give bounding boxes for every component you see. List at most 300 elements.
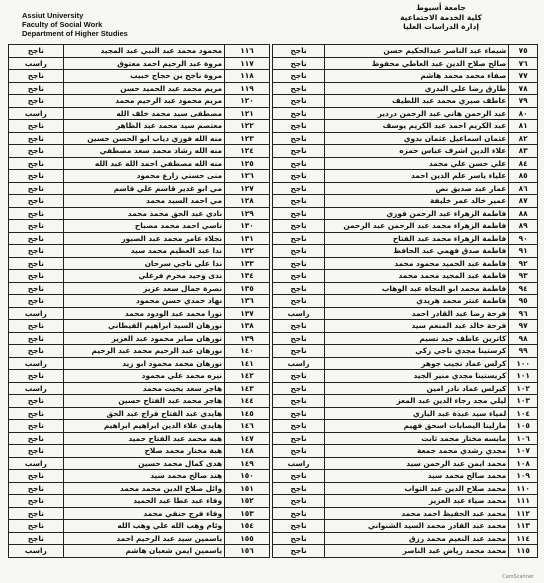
result-status: ناجح <box>273 132 325 145</box>
table-row <box>9 482 270 495</box>
student-name: نيره محمد علي محمود <box>63 370 224 383</box>
table-row <box>273 382 538 395</box>
row-number: ٧٥ <box>509 45 538 58</box>
student-name: فاطمة الزهراء عبد الرحمن فوزي <box>325 207 509 220</box>
table-row <box>273 470 538 483</box>
result-status: راسب <box>9 457 64 470</box>
table-row <box>9 170 270 183</box>
result-status: ناجح <box>9 70 64 83</box>
result-status: ناجح <box>9 270 64 283</box>
student-name: محمد عبد النعيم محمد رزق <box>325 532 509 545</box>
table-row <box>273 245 538 258</box>
student-name: مريم محمد عبد الحميد حسن <box>63 82 224 95</box>
student-name: هدى كمال محمد حسين <box>63 457 224 470</box>
table-row <box>9 257 270 270</box>
table-row <box>273 532 538 545</box>
row-number: ١٤٧ <box>225 432 270 445</box>
result-status: راسب <box>9 57 64 70</box>
table-row <box>273 370 538 383</box>
table-row <box>273 82 538 95</box>
row-number: ٨٠ <box>509 107 538 120</box>
result-status: ناجح <box>273 207 325 220</box>
table-row <box>9 120 270 133</box>
row-number: ١٤٦ <box>225 420 270 433</box>
student-name: لمياء سيد عبدة عبد الباري <box>325 407 509 420</box>
row-number: ١٣٣ <box>225 257 270 270</box>
result-status: ناجح <box>273 220 325 233</box>
result-status: ناجح <box>273 495 325 508</box>
table-row <box>9 70 270 83</box>
student-name: هبه محمد عبد الفتاح حميد <box>63 432 224 445</box>
student-name: وفاء فرج حنفي محمد <box>63 507 224 520</box>
result-status: ناجح <box>273 145 325 158</box>
row-number: ١٣١ <box>225 232 270 245</box>
result-status: ناجح <box>9 245 64 258</box>
row-number: ١٢٩ <box>225 207 270 220</box>
table-row <box>9 157 270 170</box>
table-row <box>273 295 538 308</box>
table-row <box>9 395 270 408</box>
student-name: كرلس عماد نجيب جوهر <box>325 357 509 370</box>
row-number: ٩٣ <box>509 270 538 283</box>
student-name: فاطمة عنتر محمد هريدي <box>325 295 509 308</box>
table-row <box>9 107 270 120</box>
faculty-name: Faculty of Social Work <box>22 20 103 29</box>
student-name: منه الله مصطفي احمد الله عبد الله <box>63 157 224 170</box>
row-number: ١٤٣ <box>225 382 270 395</box>
student-name: نورهان عبد الرحيم محمد عبد الرحيم <box>63 345 224 358</box>
student-name: ندا عبد العظيم محمد سيد <box>63 245 224 258</box>
row-number: ١٠٧ <box>509 445 538 458</box>
row-number: ١١٦ <box>225 45 270 58</box>
table-row <box>9 345 270 358</box>
row-number: ١٢٣ <box>225 132 270 145</box>
table-row <box>9 182 270 195</box>
row-number: ٩٧ <box>509 320 538 333</box>
result-status: ناجح <box>273 345 325 358</box>
row-number: ١٠٤ <box>509 407 538 420</box>
result-status: ناجح <box>9 470 64 483</box>
row-number: ١٠٩ <box>509 470 538 483</box>
student-name: فاطمة الزهراء محمد عبد الرحمن عبد الرحمن <box>325 220 509 233</box>
table-row <box>9 232 270 245</box>
table-row <box>273 145 538 158</box>
result-status: ناجح <box>9 320 64 333</box>
table-row <box>273 57 538 70</box>
row-number: ١٤٤ <box>225 395 270 408</box>
row-number: ١٢١ <box>225 107 270 120</box>
row-number: ٩٠ <box>509 232 538 245</box>
student-name: مريم محمود عبد الرحيم محمد <box>63 95 224 108</box>
result-status: ناجح <box>9 420 64 433</box>
result-status: راسب <box>9 382 64 395</box>
row-number: ٨٣ <box>509 145 538 158</box>
table-row <box>273 420 538 433</box>
table-row <box>273 207 538 220</box>
student-name: ناسي احمد محمد مصباح <box>63 220 224 233</box>
result-status: ناجح <box>9 207 64 220</box>
result-status: ناجح <box>273 257 325 270</box>
result-status: ناجح <box>273 232 325 245</box>
row-number: ١٢٥ <box>225 157 270 170</box>
student-name: ندى وحيد محرم فرغلي <box>63 270 224 283</box>
result-status: ناجح <box>273 107 325 120</box>
student-name: محمد صلاح الدين عبد التواب <box>325 482 509 495</box>
header-arabic <box>366 3 516 32</box>
table-row <box>273 282 538 295</box>
student-name: فاطمة عبد المجيد محمد محمد <box>325 270 509 283</box>
student-name: علي حسن علي محمد <box>325 157 509 170</box>
row-number: ١٢٠ <box>225 95 270 108</box>
row-number: ١٥١ <box>225 482 270 495</box>
row-number: ١١١ <box>509 495 538 508</box>
result-status: ناجح <box>9 82 64 95</box>
result-status: ناجح <box>9 345 64 358</box>
table-row <box>273 407 538 420</box>
table-row <box>9 282 270 295</box>
result-status: ناجح <box>9 45 64 58</box>
row-number: ١٥٤ <box>225 520 270 533</box>
table-row <box>273 232 538 245</box>
row-number: ١٤٢ <box>225 370 270 383</box>
student-name: محمد عبد القادر محمد السيد الشنواني <box>325 520 509 533</box>
row-number: ١٠١ <box>509 370 538 383</box>
table-row <box>273 182 538 195</box>
table-row <box>273 195 538 208</box>
row-number: ١٤١ <box>225 357 270 370</box>
result-status: ناجح <box>273 95 325 108</box>
row-number: ١١٥ <box>509 545 538 558</box>
student-name: ياسمين ايمن شعبان هاشم <box>63 545 224 558</box>
student-name: مي ابو غدير قاسم علي قاسم <box>63 182 224 195</box>
result-status: ناجح <box>9 507 64 520</box>
result-status: ناجح <box>273 170 325 183</box>
row-number: ١١٧ <box>225 57 270 70</box>
result-status: ناجح <box>273 270 325 283</box>
result-status: ناجح <box>273 45 325 58</box>
row-number: ٨٤ <box>509 157 538 170</box>
result-status: ناجح <box>9 445 64 458</box>
student-name: محمود محمد عبد النبي عبد المجيد <box>63 45 224 58</box>
student-name: نهاد حمدي حسن محمود <box>63 295 224 308</box>
result-status: ناجح <box>273 432 325 445</box>
row-number: ١١٠ <box>509 482 538 495</box>
result-status: ناجح <box>273 395 325 408</box>
table-row <box>9 220 270 233</box>
table-row <box>9 445 270 458</box>
student-name: محمد عبد الحفيظ احمد محمد <box>325 507 509 520</box>
row-number: ١٠٦ <box>509 432 538 445</box>
result-status: ناجح <box>9 332 64 345</box>
result-status: ناجح <box>273 57 325 70</box>
result-status: ناجح <box>9 132 64 145</box>
row-number: ١٤٩ <box>225 457 270 470</box>
table-row <box>9 507 270 520</box>
row-number: ١٠٠ <box>509 357 538 370</box>
university-name: Assiut University <box>22 11 84 20</box>
row-number: ١٣٢ <box>225 245 270 258</box>
row-number: ٩٢ <box>509 257 538 270</box>
row-number: ٧٧ <box>509 70 538 83</box>
row-number: ١٤٥ <box>225 407 270 420</box>
result-status: ناجح <box>9 257 64 270</box>
student-name: ليلي مجد رجاء الدين عبد المعز <box>325 395 509 408</box>
table-row <box>9 332 270 345</box>
result-status: راسب <box>273 307 325 320</box>
table-row <box>9 307 270 320</box>
table-row <box>9 495 270 508</box>
result-status: راسب <box>9 545 64 558</box>
table-row <box>9 45 270 58</box>
table-row <box>273 332 538 345</box>
table-row <box>273 345 538 358</box>
student-name: نصرة جمال سعد عزيز <box>63 282 224 295</box>
result-status: ناجح <box>9 407 64 420</box>
row-number: ١٢٨ <box>225 195 270 208</box>
student-name: علياء ياسر علم الدين احمد <box>325 170 509 183</box>
table-row <box>9 295 270 308</box>
faculty-name-ar: كلية الخدمة الاجتماعية <box>400 12 482 22</box>
row-number: ١٣٠ <box>225 220 270 233</box>
student-name: مجدي رشدي محمد جمعة <box>325 445 509 458</box>
student-name: مروة ناجح بن حجاج حبيب <box>63 70 224 83</box>
result-status: ناجح <box>9 295 64 308</box>
result-status: ناجح <box>9 495 64 508</box>
result-status: ناجح <box>273 470 325 483</box>
result-status: ناجح <box>273 420 325 433</box>
result-status: ناجح <box>9 195 64 208</box>
result-status: ناجح <box>9 395 64 408</box>
row-number: ١٢٧ <box>225 182 270 195</box>
student-name: محمد صالح محمد سيد <box>325 470 509 483</box>
row-number: ٩٦ <box>509 307 538 320</box>
table-row <box>9 382 270 395</box>
student-name: عمير خالد عمر خليفة <box>325 195 509 208</box>
student-name: هاجر سعد بخيت محمد <box>63 382 224 395</box>
student-name: منى حسني زارع محمود <box>63 170 224 183</box>
department-name-ar: إدارة الدراسات العليا <box>403 22 479 31</box>
table-row <box>273 482 538 495</box>
table-row <box>9 407 270 420</box>
result-status: ناجح <box>273 520 325 533</box>
department-name: Department of Higher Studies <box>22 29 128 38</box>
result-status: راسب <box>9 357 64 370</box>
university-name-ar: جامعة أسيوط <box>416 3 466 12</box>
result-status: راسب <box>9 107 64 120</box>
row-number: ٨٨ <box>509 207 538 220</box>
table-row <box>273 220 538 233</box>
result-status: ناجح <box>273 382 325 395</box>
student-name: عمار عبد صديق نص <box>325 182 509 195</box>
student-name: كريستينا مجدي منير الجيد <box>325 370 509 383</box>
result-status: ناجح <box>9 282 64 295</box>
table-row <box>9 357 270 370</box>
row-number: ٧٦ <box>509 57 538 70</box>
row-number: ١٠٥ <box>509 420 538 433</box>
row-number: ١١٤ <box>509 532 538 545</box>
row-number: ١٣٤ <box>225 270 270 283</box>
table-row <box>273 520 538 533</box>
row-number: ٩٩ <box>509 345 538 358</box>
student-name: هايدي علاء الدين ابراهيم ابراهيم <box>63 420 224 433</box>
result-status: ناجح <box>9 532 64 545</box>
row-number: ١١٩ <box>225 82 270 95</box>
result-status: ناجح <box>273 245 325 258</box>
row-number: ١٢٢ <box>225 120 270 133</box>
student-name: فرحة رضا عبد القادر احمد <box>325 307 509 320</box>
student-name: ياسمين سيد عبد الرحيم احمد <box>63 532 224 545</box>
row-number: ٩٨ <box>509 332 538 345</box>
table-row <box>273 357 538 370</box>
table-row <box>273 445 538 458</box>
result-status: ناجح <box>9 520 64 533</box>
student-name: مصطفى سيد محمد خلف الله <box>63 107 224 120</box>
result-status: راسب <box>273 357 325 370</box>
student-name: علاء الدين اشرف عباس حمزه <box>325 145 509 158</box>
row-number: ٨١ <box>509 120 538 133</box>
result-status: ناجح <box>9 170 64 183</box>
student-name: محمد ضياء عبد العزيز <box>325 495 509 508</box>
results-tables <box>8 44 538 558</box>
result-status: ناجح <box>273 370 325 383</box>
student-name: نورهان محمد محمود ابو زيد <box>63 357 224 370</box>
table-row <box>9 320 270 333</box>
table-row <box>9 432 270 445</box>
student-name: عاطف صبري محمد عبد اللطيف <box>325 95 509 108</box>
row-number: ٨٢ <box>509 132 538 145</box>
student-name: هاجر محمد عبد الفتاح حسين <box>63 395 224 408</box>
result-status: ناجح <box>9 220 64 233</box>
result-status: ناجح <box>9 432 64 445</box>
header-english <box>22 11 128 38</box>
student-name: مايسه مختار محمد ثابت <box>325 432 509 445</box>
table-row <box>273 257 538 270</box>
student-name: فاطمة الزهراء محمد عبد الفتاح <box>325 232 509 245</box>
row-number: ٩٥ <box>509 295 538 308</box>
row-number: ٧٨ <box>509 82 538 95</box>
table-row <box>9 95 270 108</box>
student-name: فاطمة عبد الحميد محمود محمد <box>325 257 509 270</box>
student-name: عثمان اسماعيل عثمان بدوي <box>325 132 509 145</box>
student-name: فاطمة صدق فهمي عبد الحافظ <box>325 245 509 258</box>
row-number: ١٣٥ <box>225 282 270 295</box>
student-name: طارق رضا علي البدري <box>325 82 509 95</box>
row-number: ١٥٢ <box>225 495 270 508</box>
student-name: وفاء عبد عطا عبد الحميد <box>63 495 224 508</box>
row-number: ١٢٤ <box>225 145 270 158</box>
result-status: ناجح <box>9 145 64 158</box>
table-row <box>9 545 270 558</box>
student-name: وئام وهب الله علي وهب الله <box>63 520 224 533</box>
row-number: ٩١ <box>509 245 538 258</box>
result-status: ناجح <box>273 182 325 195</box>
table-row <box>273 70 538 83</box>
result-status: ناجح <box>273 507 325 520</box>
row-number: ١٣٧ <box>225 307 270 320</box>
result-status: ناجح <box>9 482 64 495</box>
table-row <box>273 545 538 558</box>
table-row <box>273 132 538 145</box>
table-row <box>273 432 538 445</box>
row-number: ١٠٢ <box>509 382 538 395</box>
student-name: شيماء عبد الناصر عبدالحكيم حسن <box>325 45 509 58</box>
row-number: ١٥٦ <box>225 545 270 558</box>
result-status: ناجح <box>273 70 325 83</box>
result-status: ناجح <box>9 120 64 133</box>
student-name: معتصم سيد محمد عبد الظاهر <box>63 120 224 133</box>
result-status: ناجح <box>9 95 64 108</box>
student-name: منه الله فوزي دياب ابو الحسن حسين <box>63 132 224 145</box>
row-number: ١٣٦ <box>225 295 270 308</box>
table-row <box>9 82 270 95</box>
result-status: ناجح <box>273 157 325 170</box>
table-row <box>9 132 270 145</box>
table-row <box>273 307 538 320</box>
table-row <box>273 507 538 520</box>
table-row <box>273 395 538 408</box>
table-row <box>9 207 270 220</box>
result-status: ناجح <box>273 332 325 345</box>
row-number: ١٣٩ <box>225 332 270 345</box>
row-number: ١٣٨ <box>225 320 270 333</box>
student-name: هبة مختار محمد صلاح <box>63 445 224 458</box>
student-name: نورهان صابر محمود عبد العزيز <box>63 332 224 345</box>
row-number: ١٥٥ <box>225 532 270 545</box>
student-name: هند صالح محمد سيد <box>63 470 224 483</box>
result-status: ناجح <box>273 295 325 308</box>
result-status: ناجح <box>273 195 325 208</box>
row-number: ١١٢ <box>509 507 538 520</box>
student-name: صفاء محمد محمد هاشم <box>325 70 509 83</box>
row-number: ٧٩ <box>509 95 538 108</box>
row-number: ١٢٦ <box>225 170 270 183</box>
result-status: ناجح <box>9 182 64 195</box>
student-name: كرستينا مجدي ناجي زكي <box>325 345 509 358</box>
student-name: مروة عبد الرحيم احمد معتوق <box>63 57 224 70</box>
student-name: مارلينا اليصابات اسحق فهيم <box>325 420 509 433</box>
student-name: محمد ايمن عبد الرحمن سيد <box>325 457 509 470</box>
table-row <box>273 157 538 170</box>
table-row <box>273 95 538 108</box>
result-status: ناجح <box>273 445 325 458</box>
results-table-right <box>272 44 538 558</box>
table-row <box>273 120 538 133</box>
result-status: ناجح <box>273 282 325 295</box>
table-row <box>9 270 270 283</box>
table-row <box>273 457 538 470</box>
result-status: ناجح <box>273 82 325 95</box>
row-number: ١٤٨ <box>225 445 270 458</box>
row-number: ٨٦ <box>509 182 538 195</box>
student-name: وائل صلاح الدين محمد محمد <box>63 482 224 495</box>
table-row <box>273 170 538 183</box>
row-number: ١٠٨ <box>509 457 538 470</box>
row-number: ١١٣ <box>509 520 538 533</box>
student-name: فرحة خالد عبد المنعم سيد <box>325 320 509 333</box>
table-row <box>273 495 538 508</box>
row-number: ٨٧ <box>509 195 538 208</box>
result-status: راسب <box>9 307 64 320</box>
student-name: محمد محمد رياض عبد الناصر <box>325 545 509 558</box>
row-number: ١٤٠ <box>225 345 270 358</box>
table-row <box>9 195 270 208</box>
table-row <box>273 107 538 120</box>
table-row <box>9 245 270 258</box>
row-number: ١١٨ <box>225 70 270 83</box>
student-name: كيرلس عماد نادر امين <box>325 382 509 395</box>
table-row <box>9 57 270 70</box>
row-number: ١٥٠ <box>225 470 270 483</box>
